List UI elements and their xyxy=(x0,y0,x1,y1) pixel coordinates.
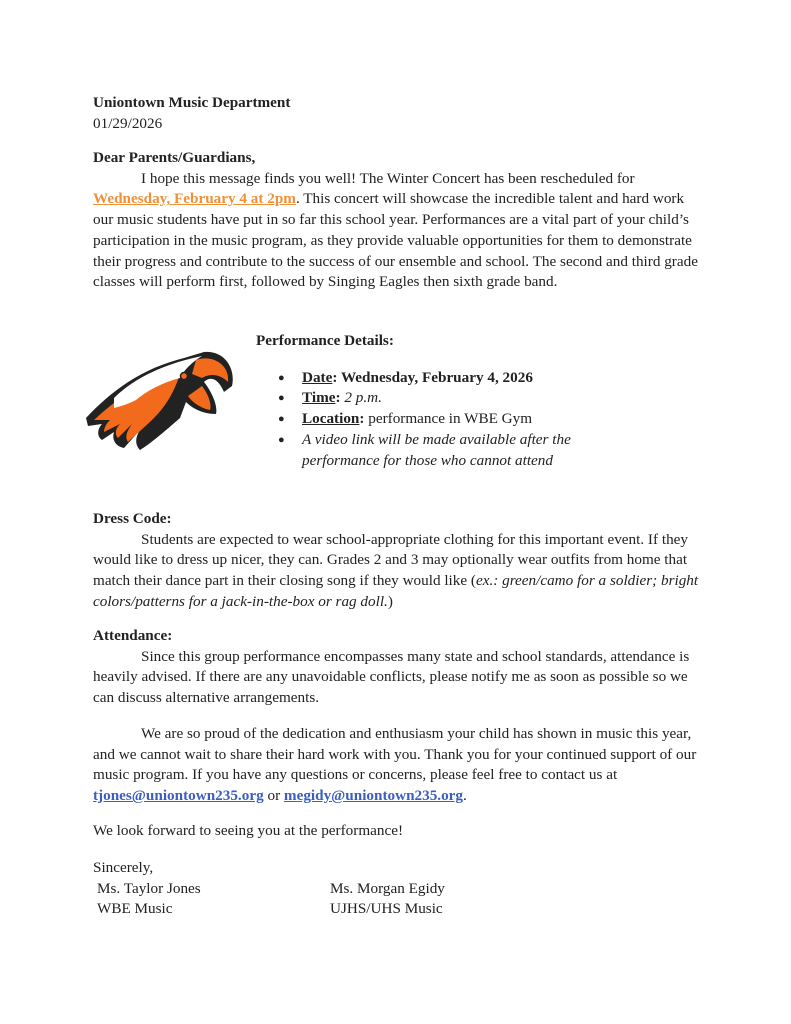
date-label: Date xyxy=(302,368,333,386)
attendance-paragraph: Since this group performance encompasses many state and school standards, attendance is heavily advised. If there are any unavoidable conflicts, please notify me as soon as possible so we can discuss alternative arrangements. xyxy=(93,647,690,707)
detail-location: ● Location: performance in WBE Gym xyxy=(256,409,636,430)
dress-code-heading: Dress Code: xyxy=(93,510,172,527)
email-link-megidy[interactable]: megidy@uniontown235.org xyxy=(283,787,464,805)
eagle-logo-icon xyxy=(84,348,236,452)
dress-text: Students are expected to wear school-appropriate clothing for this important event. If they would like to dress up nicer, they can. Grades 2 and 3 may optionally wear outfits from home that match their dance part in their closing song if they would like ( xyxy=(93,530,688,590)
location-label: Location xyxy=(302,410,360,428)
video-note: A video link will be made available after the performance for those who cannot attend xyxy=(302,430,571,469)
signer-name: Ms. Taylor Jones xyxy=(97,879,201,897)
signer-name: Ms. Morgan Egidy xyxy=(330,879,445,897)
time-label: Time xyxy=(302,389,336,407)
detail-time: ● Time: 2 p.m. xyxy=(256,388,636,409)
org-name: Uniontown Music Department xyxy=(93,94,291,111)
date-value: : Wednesday, February 4, 2026 xyxy=(332,368,533,386)
dress-code-section xyxy=(93,509,705,613)
detail-date xyxy=(256,368,636,389)
intro-section xyxy=(93,148,705,293)
signoff: Sincerely, xyxy=(93,859,154,876)
or-text: or xyxy=(263,787,284,805)
time-value: 2 p.m. xyxy=(344,389,382,407)
dress-example: ex.: green/camo for a soldier; bright colors/patterns for a jack-in-the-box or rag doll. xyxy=(93,572,699,610)
performance-details xyxy=(256,331,636,471)
location-value: performance in WBE Gym xyxy=(364,410,533,428)
attendance-section xyxy=(93,626,705,709)
greeting: Dear Parents/Guardians, xyxy=(93,149,256,166)
letter-date: 01/29/2026 xyxy=(93,114,163,132)
detail-video-note xyxy=(256,430,592,471)
letter-header xyxy=(93,93,705,134)
intro-paragraph xyxy=(93,169,705,293)
attendance-heading: Attendance: xyxy=(93,627,173,644)
end-text: . xyxy=(463,787,467,805)
dress-code-paragraph xyxy=(93,530,705,613)
concert-date-highlight: Wednesday, February 4 at 2pm xyxy=(93,190,296,208)
signature-block xyxy=(93,858,705,920)
closing-text: We are so proud of the dedication and enthusiasm your child has shown in music this year, and we cannot wait to share their hard work with you. Thank you for your continued support of our music program. If you have any questions or concerns, please feel free to contact us at xyxy=(93,725,697,784)
intro-text: I hope this message finds you well! The Winter Concert has been rescheduled for xyxy=(141,169,635,187)
dress-close: ) xyxy=(387,592,393,610)
email-link-tjones[interactable]: tjones@uniontown235.org xyxy=(93,787,264,805)
details-heading: Performance Details: xyxy=(256,332,394,349)
closing-section xyxy=(93,724,705,807)
look-forward: We look forward to seeing you at the performance! xyxy=(93,822,404,839)
signer-1 xyxy=(93,879,326,920)
closing-paragraph xyxy=(93,724,705,807)
signer-2 xyxy=(326,879,559,920)
signer-role: UJHS/UHS Music xyxy=(330,900,443,918)
intro-text-2: . This concert will showcase the incredible talent and hard work our music students have put in so far this school year. Performances are a vital part of your child’s participation in the music program, as they provide valuable opportunities for them to demonstrate their progress and contribute to the success of our ensemble and school. The second and third grade classes will perform first, followed by Singing Eagles then sixth grade band. xyxy=(93,190,698,291)
signer-role: WBE Music xyxy=(97,900,173,918)
